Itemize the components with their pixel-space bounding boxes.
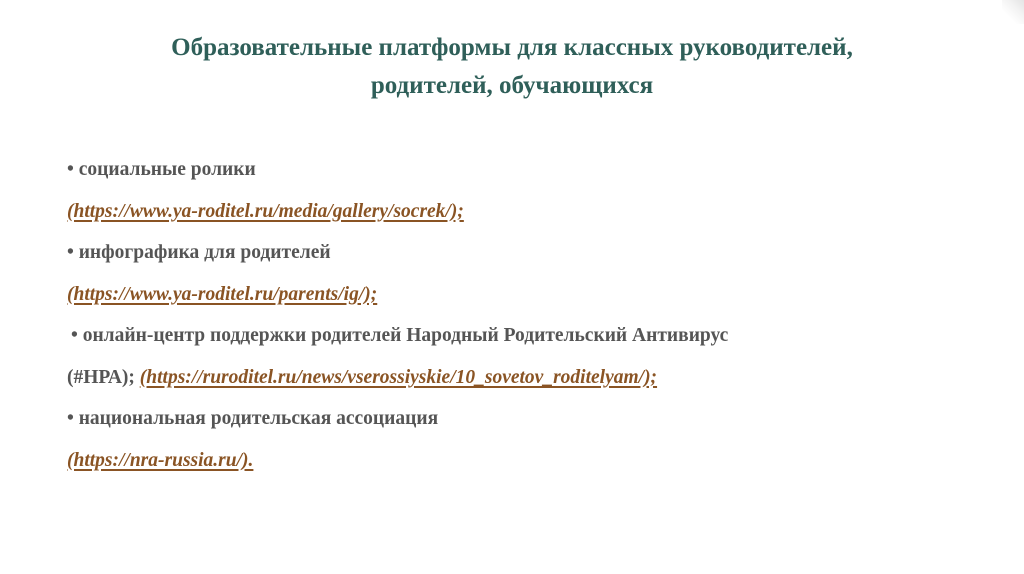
list-item-text: • национальная родительская ассоциация (67, 408, 439, 429)
list-item-text: • инфографика для родителей (67, 242, 331, 263)
resource-list (67, 149, 967, 481)
list-item-parent-association (67, 398, 967, 440)
slide-title-line-1: Образовательные платформы для классных руководителей, (171, 34, 853, 61)
list-item-online-center (67, 315, 967, 357)
page-corner-shadow (1002, 0, 1024, 24)
list-item-infographics-link-row (67, 274, 967, 316)
slide-title (80, 29, 944, 105)
list-item-online-center-link-row (67, 357, 967, 399)
infographics-link[interactable]: (https://www.ya-roditel.ru/parents/ig/); (67, 283, 378, 305)
online-center-abbreviation: (#НРА); (67, 366, 140, 388)
list-item-infographics (67, 232, 967, 274)
list-item-text: • социальные ролики (67, 159, 256, 180)
list-item-text: • онлайн-центр поддержки родителей Народный Родительский Антивирус (71, 325, 729, 346)
parent-association-link[interactable]: (https://nra-russia.ru/). (67, 449, 254, 471)
list-item-social-videos-link-row (67, 191, 967, 233)
list-item-social-videos (67, 149, 967, 191)
social-videos-link[interactable]: (https://www.ya-roditel.ru/media/gallery/socrek/); (67, 200, 464, 222)
slide-title-line-2: родителей, обучающихся (370, 72, 654, 99)
online-center-link[interactable]: (https://ruroditel.ru/news/vserossiyskie/10_sovetov_roditelyam/); (139, 366, 658, 388)
list-item-parent-association-link-row (67, 440, 967, 482)
